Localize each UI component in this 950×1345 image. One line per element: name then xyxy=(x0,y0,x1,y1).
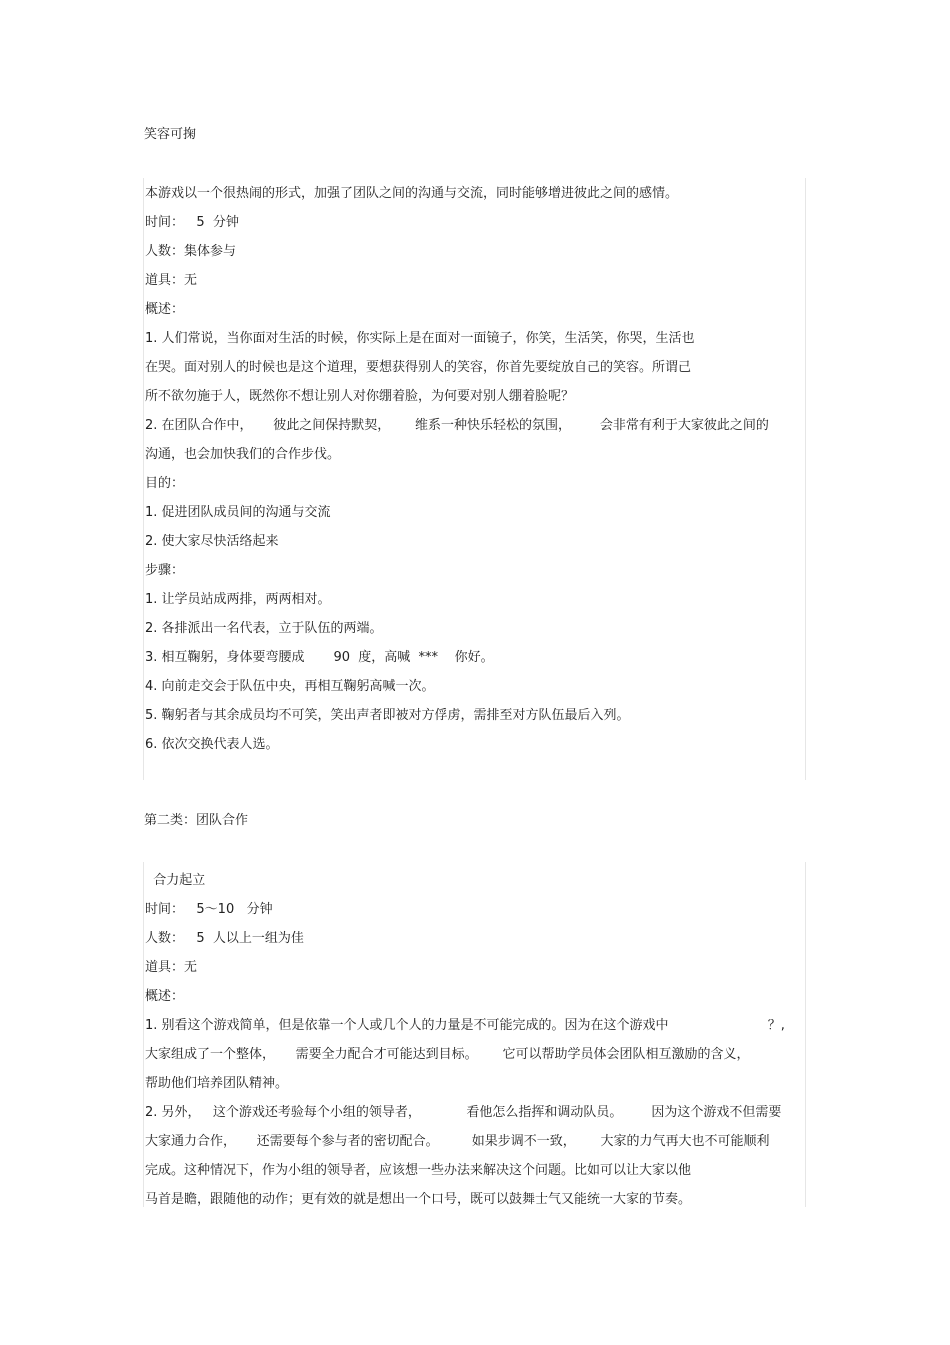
game-description-box-smile xyxy=(143,178,806,780)
overview-line: 帮助他们培养团队精神。 xyxy=(145,1076,289,1091)
purpose-item: 1. 促进团队成员间的沟通与交流 xyxy=(145,505,331,520)
intro-line: 本游戏以一个很热闹的形式，加强了团队之间的沟通与交流，同时能够增进彼此之间的感情。 xyxy=(145,186,679,201)
overview-line: 沟通，也会加快我们的合作步伐。 xyxy=(145,447,341,462)
overview-line: 完成。这种情况下，作为小组的领导者，应该想一些办法来解决这个问题。比如可以让大家以他 xyxy=(145,1163,692,1178)
overview-line: 1. 人们常说，当你面对生活的时候，你实际上是在面对一面镜子，你笑，生活笑，你哭，生活也 xyxy=(145,331,695,346)
overview-line: 2. 在团队合作中， 彼此之间保持默契， 维系一种快乐轻松的氛围， 会非常有利于大家彼此之间的 xyxy=(145,418,769,433)
overview-line: 马首是瞻，跟随他的动作；更有效的就是想出一个口号，既可以鼓舞士气又能统一大家的节奏。 xyxy=(145,1192,692,1207)
overview-line: 所不欲勿施于人，既然你不想让别人对你绷着脸，为何要对别人绷着脸呢？ xyxy=(145,389,575,404)
game-description-box-stand-up xyxy=(143,862,806,1207)
step-item: 4. 向前走交会于队伍中央，再相互鞠躬高喊一次。 xyxy=(145,679,435,694)
overview-line: 大家通力合作， 还需要每个参与者的密切配合。 如果步调不一致， 大家的力气再大也不可能顺利 xyxy=(145,1134,770,1149)
overview-line: 大家组成了一个整体， 需要全力配合才可能达到目标。 它可以帮助学员体会团队相互激励的含义， xyxy=(145,1047,750,1062)
steps-label: 步骤： xyxy=(145,563,185,578)
section-heading-team-cooperation: 第二类：团队合作 xyxy=(144,813,249,828)
overview-line: 1. 别看这个游戏简单，但是依靠一个人或几个人的力量是不可能完成的。因为在这个游戏中 ？, xyxy=(145,1018,785,1033)
step-item: 3. 相互鞠躬，身体要弯腰成 90 度，高喊 *** 你好。 xyxy=(145,650,494,665)
step-item: 6. 依次交换代表人选。 xyxy=(145,737,279,752)
overview-label: 概述： xyxy=(145,302,185,317)
step-item: 2. 各排派出一名代表，立于队伍的两端。 xyxy=(145,621,383,636)
game-title: 合力起立 xyxy=(145,873,206,888)
props-line: 道具：无 xyxy=(145,273,198,288)
props-line: 道具：无 xyxy=(145,960,198,975)
page-title: 笑容可掬 xyxy=(144,127,197,142)
step-item: 5. 鞠躬者与其余成员均不可笑，笑出声者即被对方俘虏，需排至对方队伍最后入列。 xyxy=(145,708,630,723)
purpose-item: 2. 使大家尽快活络起来 xyxy=(145,534,279,549)
overview-line: 在哭。面对别人的时候也是这个道理，要想获得别人的笑容，你首先要绽放自己的笑容。所谓己 xyxy=(145,360,692,375)
overview-label: 概述： xyxy=(145,989,185,1004)
purpose-label: 目的： xyxy=(145,476,185,491)
people-line: 人数： 5 人以上一组为佳 xyxy=(145,931,304,946)
time-line: 时间： 5～10 分钟 xyxy=(145,902,273,917)
time-line: 时间： 5 分钟 xyxy=(145,215,239,230)
overview-line: 2. 另外， 这个游戏还考验每个小组的领导者， 看他怎么指挥和调动队员。 因为这个游戏不但需要 xyxy=(145,1105,782,1120)
people-line: 人数：集体参与 xyxy=(145,244,237,259)
step-item: 1. 让学员站成两排，两两相对。 xyxy=(145,592,331,607)
